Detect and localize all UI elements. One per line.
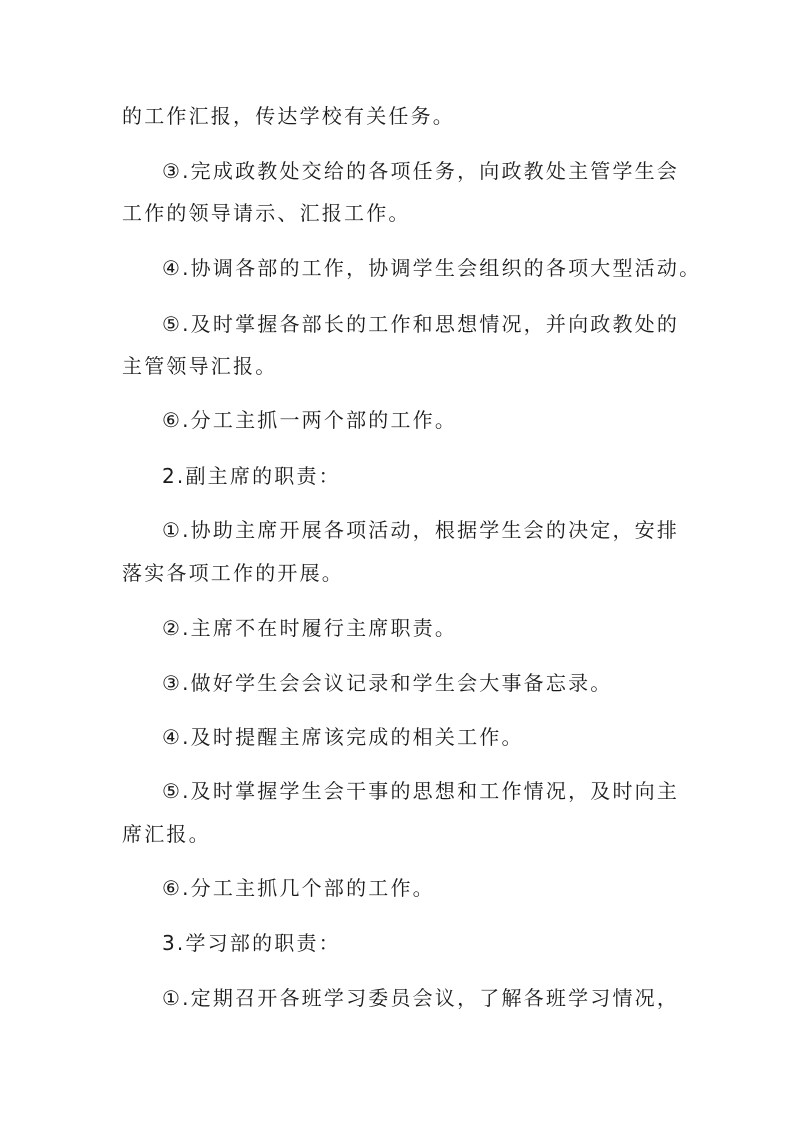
text-line: 落实各项工作的开展。: [122, 561, 344, 585]
text-line: ④.及时提醒主席该完成的相关工作。: [162, 725, 524, 749]
text-line: ①.定期召开各班学习委员会议，了解各班学习情况，: [162, 986, 680, 1010]
text-line: ④.协调各部的工作，协调学生会组织的各项大型活动。: [162, 256, 702, 280]
text-line: ⑥.分工主抓几个部的工作。: [162, 876, 435, 900]
text-line: 的工作汇报，传达学校有关任务。: [122, 104, 455, 128]
text-line: ⑤.及时掌握各部长的工作和思想情况，并向政教处的: [162, 312, 680, 336]
text-line: ③.做好学生会会议记录和学生会大事备忘录。: [162, 671, 613, 695]
text-line: ③.完成政教处交给的各项任务，向政教处主管学生会: [162, 159, 680, 183]
text-line: ⑤.及时掌握学生会干事的思想和工作情况，及时向主: [162, 779, 680, 803]
text-line: 席汇报。: [122, 822, 211, 846]
section-heading: 3.学习部的职责：: [162, 931, 341, 955]
text-line: 工作的领导请示、汇报工作。: [122, 201, 411, 225]
text-line: ⑥.分工主抓一两个部的工作。: [162, 408, 458, 432]
text-line: 主管领导汇报。: [122, 354, 278, 378]
text-line: ②.主席不在时履行主席职责。: [162, 616, 458, 640]
text-line: ①.协助主席开展各项活动，根据学生会的决定，安排: [162, 518, 680, 542]
section-heading: 2.副主席的职责：: [162, 464, 341, 488]
